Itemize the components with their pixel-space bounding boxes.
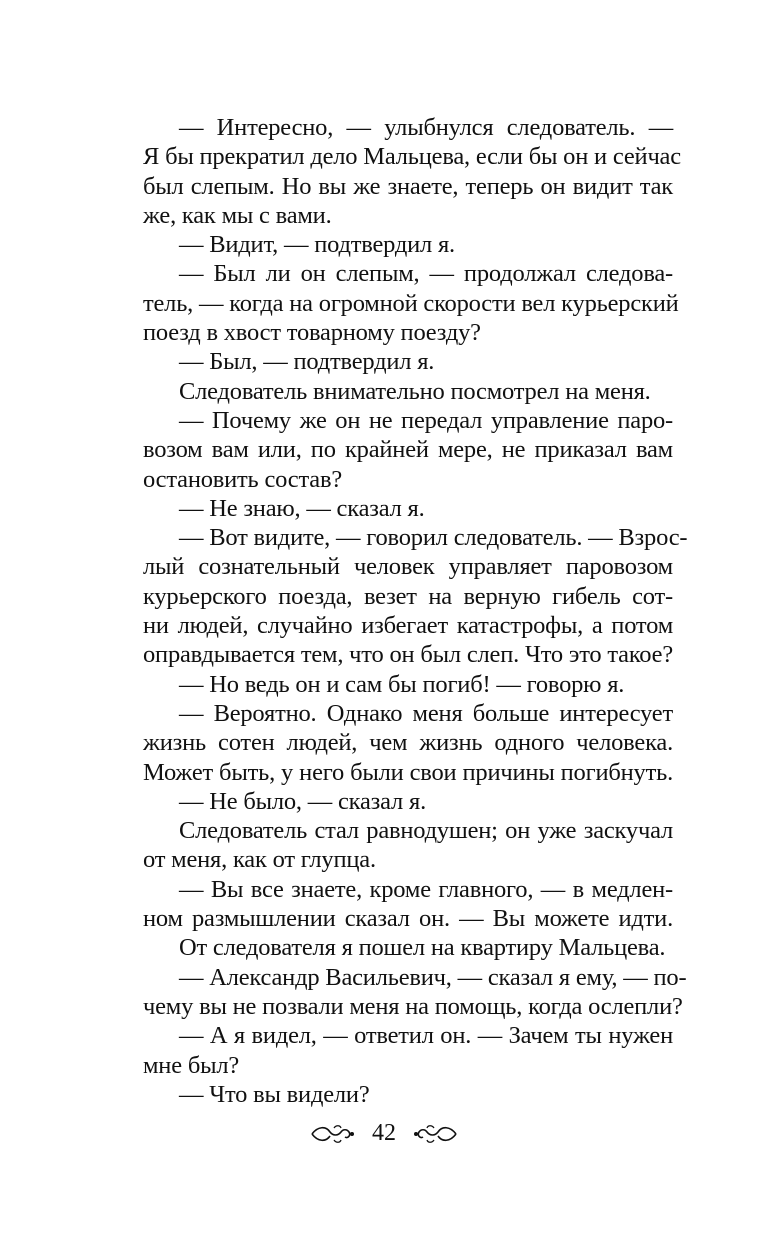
- text-line: остановить состав?: [143, 465, 342, 493]
- text-line: — Не было, — сказал я.: [179, 787, 426, 815]
- text-line: поезд в хвост товарному поезду?: [143, 319, 481, 347]
- text-line: мне был?: [143, 1051, 240, 1079]
- text-line: Следователь внимательно посмотрел на меня.: [179, 377, 651, 405]
- text-line: оправдывается тем, что он был слеп. Что это такое?: [143, 641, 673, 669]
- text-line: тель, — когда на огромной скорости вел курьерский: [143, 289, 679, 317]
- flourish-left-icon: [308, 1122, 356, 1146]
- text-line: курьерского поезда, везет на верную гибель сот-: [143, 582, 673, 610]
- text-line: Следователь стал равнодушен; он уже заскучал: [179, 817, 673, 845]
- flourish-right-icon: [412, 1122, 460, 1146]
- text-line: Может быть, у него были свои причины погибнуть.: [143, 758, 673, 786]
- text-line: — Был ли он слепым, — продолжал следова-: [179, 260, 673, 288]
- page-footer: [0, 1120, 768, 1147]
- text-line: От следователя я пошел на квартиру Мальцева.: [179, 934, 666, 962]
- text-line: был слепым. Но вы же знаете, теперь он видит так: [143, 172, 673, 200]
- text-line: — А я видел, — ответил он. — Зачем ты нужен: [179, 1022, 673, 1050]
- text-line: — Вы все знаете, кроме главного, — в медлен-: [179, 875, 673, 903]
- text-line: ном размышлении сказал он. — Вы можете идти.: [143, 905, 673, 933]
- text-line: — Александр Васильевич, — сказал я ему, — по-: [179, 963, 687, 991]
- text-line: — Вероятно. Однако меня больше интересует: [179, 699, 673, 727]
- text-line: — Видит, — подтвердил я.: [179, 231, 455, 259]
- text-line: — Интересно, — улыбнулся следователь. —: [179, 114, 673, 141]
- text-line: — Вот видите, — говорил следователь. — Взрос-: [179, 524, 688, 552]
- text-line: чему вы не позвали меня на помощь, когда ослепли?: [143, 992, 683, 1020]
- text-line: ни людей, случайно избегает катастрофы, а потом: [143, 612, 673, 640]
- text-line: — Что вы видели?: [179, 1080, 370, 1108]
- text-line: жизнь сотен людей, чем жизнь одного человека.: [143, 729, 673, 757]
- page-number: 42: [372, 1120, 396, 1146]
- text-line: — Был, — подтвердил я.: [179, 348, 435, 376]
- page-body: [143, 113, 688, 1109]
- text-line: же, как мы с вами.: [143, 201, 332, 229]
- text-line: Я бы прекратил дело Мальцева, если бы он и сейчас: [143, 143, 681, 171]
- text-line: от меня, как от глупца.: [143, 846, 376, 874]
- text-line: лый сознательный человек управляет паровозом: [143, 553, 673, 581]
- text-line: возом вам или, по крайней мере, не приказал вам: [143, 436, 673, 464]
- text-line: — Почему же он не передал управление паро-: [179, 406, 673, 434]
- text-line: — Но ведь он и сам бы погиб! — говорю я.: [179, 670, 625, 698]
- text-line: — Не знаю, — сказал я.: [179, 494, 425, 522]
